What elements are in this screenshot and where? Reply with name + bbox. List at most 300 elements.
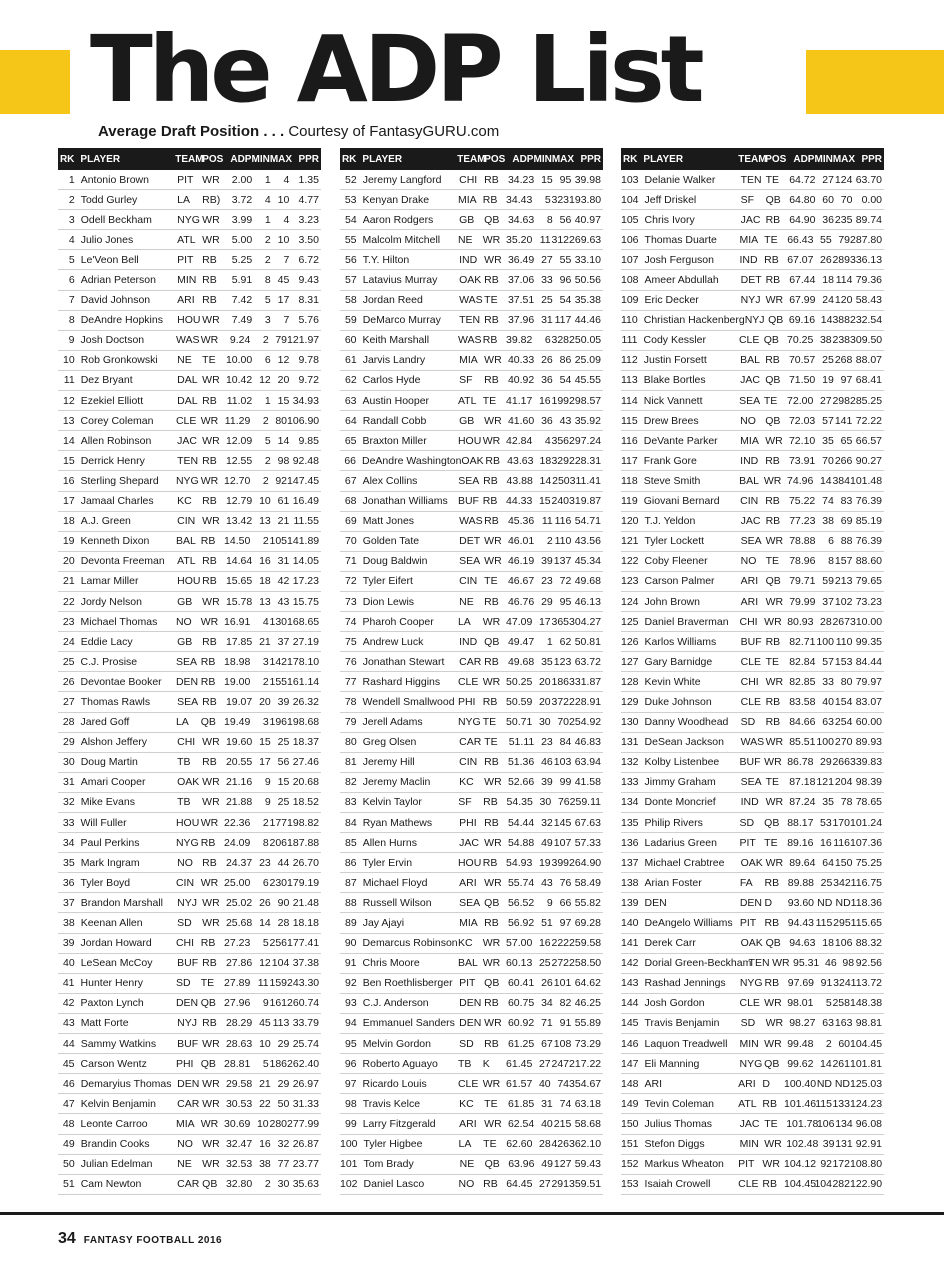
table-row — [340, 793, 603, 813]
min-cell: 14 — [820, 1057, 832, 1070]
table-row — [58, 733, 321, 753]
rank-cell: 36 — [62, 876, 75, 889]
rank-cell: 92 — [345, 977, 357, 990]
team-cell: DEN — [175, 675, 199, 688]
header-ppr: PPR — [580, 153, 601, 165]
table-row — [340, 853, 603, 873]
adp-cell: 72.03 — [788, 414, 816, 427]
player-cell: Donte Moncrief — [644, 796, 716, 809]
adp-cell: 27.23 — [224, 937, 251, 950]
rank-cell: 19 — [62, 535, 75, 548]
max-cell: 238 — [832, 334, 851, 347]
rank-cell: 23 — [62, 615, 75, 628]
max-cell: 98 — [277, 454, 290, 467]
player-cell: Jay Ajayi — [362, 917, 405, 930]
table-row — [340, 773, 603, 793]
rank-cell: 21 — [63, 575, 75, 588]
player-cell: Keith Marshall — [362, 334, 430, 347]
player-cell: Blake Bortles — [643, 374, 706, 387]
min-cell: 92 — [820, 1158, 832, 1171]
table-row — [340, 250, 603, 270]
min-cell: 11 — [541, 515, 553, 528]
adp-cell: 60.41 — [507, 977, 535, 990]
adp-cell: 87.18 — [789, 776, 816, 789]
min-cell: 2 — [264, 1178, 271, 1191]
rank-cell: 33 — [62, 816, 75, 829]
table-row — [621, 1054, 884, 1074]
min-cell: 9 — [264, 776, 271, 789]
adp-cell: 2.00 — [231, 173, 253, 186]
player-cell: Mike Evans — [80, 796, 135, 809]
player-cell: Michael Floyd — [362, 876, 428, 889]
ppr-cell: 331.87 — [569, 675, 602, 688]
rank-cell: 129 — [621, 695, 639, 708]
rank-cell: 101 — [340, 1158, 358, 1171]
min-cell: 8 — [262, 836, 269, 849]
ppr-cell: 55.82 — [574, 896, 601, 909]
player-cell: T.Y. Hilton — [362, 253, 410, 266]
max-cell: 177 — [269, 816, 288, 829]
player-cell: Lamar Miller — [80, 575, 139, 588]
team-cell: SEA — [175, 655, 197, 668]
min-cell: 59 — [822, 575, 834, 588]
table-row — [621, 773, 884, 793]
min-cell: 13 — [259, 515, 271, 528]
max-cell: 74 — [559, 1097, 572, 1110]
max-cell: 39 — [277, 695, 290, 708]
rank-cell: 91 — [344, 957, 357, 970]
rank-cell: 136 — [621, 836, 639, 849]
adp-cell: 72.00 — [787, 394, 814, 407]
position-cell: RB — [765, 695, 781, 708]
rank-cell: 84 — [345, 816, 357, 829]
team-cell: SF — [458, 796, 472, 809]
team-cell: NO — [177, 1138, 193, 1151]
position-cell: WR — [484, 776, 502, 789]
min-cell: 64 — [822, 856, 834, 869]
min-cell: 39 — [822, 1138, 835, 1151]
ppr-cell: 4.77 — [298, 193, 319, 206]
adp-cell: 12.09 — [225, 434, 253, 447]
min-cell: 57 — [822, 414, 834, 427]
team-cell: GB — [177, 635, 193, 648]
player-cell: Josh Doctson — [80, 334, 145, 347]
min-cell: 18 — [822, 274, 834, 287]
position-cell: WR — [200, 334, 219, 347]
player-cell: Ricardo Louis — [362, 1077, 427, 1090]
max-cell: 328 — [551, 334, 570, 347]
position-cell: WR — [484, 253, 502, 266]
adp-cell: 84.66 — [789, 716, 816, 729]
max-cell: 108 — [553, 1037, 572, 1050]
max-cell: 84 — [559, 736, 572, 749]
max-cell: 196 — [269, 716, 288, 729]
table-row — [621, 291, 884, 311]
rank-cell: 89 — [345, 917, 357, 930]
adp-cell: 101.78 — [786, 1117, 819, 1130]
min-cell: 16 — [259, 1138, 271, 1151]
position-cell: RB — [765, 716, 781, 729]
ppr-cell: 121.97 — [287, 334, 320, 347]
position-cell: RB — [484, 374, 499, 387]
ppr-cell: 26.87 — [292, 1138, 319, 1151]
team-cell: CLE — [457, 675, 479, 688]
table-row — [340, 1074, 603, 1094]
table-row — [340, 371, 603, 391]
rank-cell: 128 — [621, 675, 639, 688]
team-cell: WAS — [740, 736, 765, 749]
min-cell: 29 — [820, 756, 832, 769]
player-cell: Christian Hackenberg — [643, 314, 745, 327]
min-cell: 9 — [264, 796, 271, 809]
position-cell: TE — [764, 233, 778, 246]
min-cell: 5 — [262, 937, 269, 950]
max-cell: 267 — [832, 615, 850, 628]
table-row — [621, 793, 884, 813]
ppr-cell: 104.45 — [850, 1037, 883, 1050]
rank-cell: 12 — [63, 394, 75, 407]
player-cell: Will Fuller — [80, 816, 127, 829]
table-row — [340, 532, 603, 552]
player-cell: Steve Smith — [643, 474, 701, 487]
adp-cell: 83.58 — [789, 695, 816, 708]
rank-cell: 51 — [63, 1178, 75, 1191]
player-cell: Braxton Miller — [362, 434, 427, 447]
player-cell: Kevin White — [644, 675, 701, 688]
position-cell: RB — [764, 253, 779, 266]
adp-cell: 56.92 — [507, 917, 535, 930]
position-cell: RB — [202, 253, 217, 266]
position-cell: QB — [484, 213, 500, 226]
max-cell: 80 — [840, 675, 853, 688]
rank-cell: 116 — [621, 434, 638, 447]
max-cell: 70 — [840, 193, 853, 206]
adp-cell: 10.00 — [225, 354, 253, 367]
min-cell: 5 — [825, 997, 832, 1010]
player-cell: Jeremy Maclin — [362, 776, 431, 789]
player-cell: T.J. Yeldon — [644, 515, 696, 528]
player-cell: Jonathan Williams — [362, 495, 448, 508]
rank-cell: 39 — [62, 937, 75, 950]
min-cell: 43 — [541, 876, 553, 889]
position-cell: RB — [764, 977, 780, 990]
min-cell: 38 — [819, 334, 832, 347]
player-cell: Odell Beckham — [80, 213, 152, 226]
rank-cell: 114 — [621, 394, 638, 407]
position-cell: WR — [202, 736, 220, 749]
position-cell: RB — [484, 1037, 499, 1050]
player-cell: Kolby Listenbee — [644, 756, 720, 769]
table-row — [621, 1094, 884, 1114]
rank-cell: 24 — [63, 635, 75, 648]
max-cell: 92 — [275, 474, 288, 487]
table-row — [340, 713, 603, 733]
position-cell: QB — [484, 977, 500, 990]
position-cell: WR — [200, 876, 219, 889]
ppr-cell: 161.14 — [287, 675, 320, 688]
max-cell: 79 — [275, 334, 288, 347]
rank-cell: 78 — [344, 695, 357, 708]
min-cell: 2 — [262, 816, 269, 829]
max-cell: 97 — [840, 374, 853, 387]
rank-cell: 2 — [68, 193, 75, 206]
min-cell: 21 — [259, 1077, 271, 1090]
player-cell: Corey Coleman — [80, 414, 154, 427]
position-cell: WR — [764, 1037, 782, 1050]
position-cell: TE — [765, 555, 779, 568]
table-row — [340, 1155, 603, 1175]
ppr-cell: 63.18 — [574, 1097, 601, 1110]
position-cell: RB — [482, 695, 498, 708]
ppr-cell: 73.23 — [855, 595, 882, 608]
position-cell: RB — [765, 635, 781, 648]
table-body — [621, 170, 884, 1195]
team-cell: CIN — [175, 876, 195, 889]
position-cell: RB — [202, 454, 217, 467]
position-cell: QB — [484, 896, 500, 909]
ppr-cell: 58.68 — [574, 1117, 601, 1130]
adp-cell: 27.89 — [224, 977, 251, 990]
team-cell: PIT — [459, 977, 476, 990]
adp-cell: 82.84 — [789, 655, 816, 668]
team-cell: TB — [177, 796, 191, 809]
team-cell: MIA — [459, 917, 478, 930]
adp-cell: 3.72 — [231, 193, 253, 206]
table-row — [340, 331, 603, 351]
rank-cell: 82 — [345, 776, 357, 789]
team-cell: ARI — [740, 575, 759, 588]
position-cell: QB — [763, 334, 779, 347]
min-cell: 25 — [822, 354, 834, 367]
rank-cell: 9 — [68, 334, 75, 347]
adp-column-2 — [340, 148, 603, 1195]
min-cell: 8 — [828, 555, 834, 568]
table-row — [58, 612, 321, 632]
min-cell: 27 — [822, 173, 834, 186]
player-cell: Eli Manning — [644, 1057, 700, 1070]
rank-cell: 8 — [68, 314, 75, 327]
min-cell: 2 — [264, 233, 271, 246]
team-cell: DAL — [177, 374, 198, 387]
rank-cell: 140 — [621, 917, 639, 930]
player-cell: Matt Forte — [80, 1017, 129, 1030]
adp-cell: 37.51 — [507, 294, 535, 307]
team-cell: NYG — [457, 716, 481, 729]
player-cell: Alshon Jeffery — [80, 736, 148, 749]
table-row — [58, 250, 321, 270]
ppr-cell: 88.07 — [855, 354, 883, 367]
adp-cell: 74.96 — [787, 474, 814, 487]
ppr-cell: 39.98 — [574, 173, 601, 186]
rank-cell: 125 — [621, 615, 639, 628]
rank-cell: 104 — [621, 193, 639, 206]
min-cell: 17 — [259, 756, 271, 769]
team-cell: NYJ — [744, 314, 765, 327]
table-row — [621, 893, 884, 913]
max-cell: 101 — [553, 977, 572, 990]
player-cell: LeSean McCoy — [80, 957, 153, 970]
min-cell: 4 — [544, 434, 551, 447]
team-cell: NYJ — [177, 1017, 197, 1030]
min-cell: 27 — [539, 1178, 551, 1191]
position-cell: RB — [762, 1097, 777, 1110]
ppr-cell: 16.49 — [292, 495, 319, 508]
max-cell: 215 — [553, 1117, 572, 1130]
player-cell: Randall Cobb — [362, 414, 427, 427]
rank-cell: 139 — [621, 896, 639, 909]
adp-cell: 61.25 — [507, 1037, 535, 1050]
max-cell: 56 — [277, 756, 290, 769]
min-cell: 36 — [541, 374, 553, 387]
max-cell: 240 — [551, 495, 570, 508]
team-cell: ARI — [738, 1077, 756, 1090]
max-cell: 91 — [559, 1017, 572, 1030]
position-cell: RB — [483, 474, 498, 487]
adp-cell: 72.10 — [788, 434, 816, 447]
team-cell: HOU — [177, 314, 201, 327]
max-cell: 56 — [559, 213, 572, 226]
player-cell: Eric Decker — [644, 294, 699, 307]
adp-cell: 12.79 — [225, 495, 253, 508]
position-cell: WR — [482, 1077, 501, 1090]
adp-cell: 37.06 — [507, 274, 535, 287]
table-row — [340, 934, 603, 954]
team-cell: JAC — [177, 434, 197, 447]
max-cell: 157 — [834, 555, 853, 568]
position-cell: RB — [482, 856, 498, 869]
max-cell: 153 — [834, 655, 853, 668]
table-row — [340, 1014, 603, 1034]
max-cell: 213 — [834, 575, 853, 588]
player-cell: Melvin Gordon — [362, 1037, 431, 1050]
position-cell: WR — [200, 414, 219, 427]
table-row — [340, 411, 603, 431]
position-cell: WR — [202, 434, 220, 447]
ppr-cell: 99.35 — [855, 635, 882, 648]
rank-cell: 112 — [621, 354, 638, 367]
player-cell: Drew Brees — [643, 414, 699, 427]
max-cell: 25 — [277, 796, 290, 809]
min-cell: 3 — [262, 716, 269, 729]
adp-cell: 94.43 — [787, 917, 815, 930]
max-cell: 30 — [277, 1178, 290, 1191]
table-row — [58, 592, 321, 612]
max-cell: 70 — [557, 716, 570, 729]
position-cell: WR — [200, 816, 219, 829]
team-cell: NO — [458, 1178, 475, 1191]
max-cell: 110 — [835, 635, 853, 648]
team-cell: SD — [175, 977, 191, 990]
max-cell: ND — [835, 896, 851, 909]
player-cell: Larry Fitzgerald — [362, 1117, 436, 1130]
team-cell: GB — [459, 213, 475, 226]
max-cell: 235 — [834, 213, 853, 226]
player-cell: Ameer Abdullah — [644, 274, 719, 287]
team-cell: CLE — [740, 695, 762, 708]
ppr-cell: 250.05 — [569, 334, 602, 347]
table-row — [340, 913, 603, 933]
player-cell: Emmanuel Sanders — [362, 1017, 455, 1030]
table-row — [58, 1135, 321, 1155]
ppr-cell: 31.33 — [292, 1097, 319, 1110]
table-row — [58, 1114, 321, 1134]
ppr-cell: 336.13 — [850, 253, 883, 266]
table-body — [58, 170, 321, 1195]
min-cell: 26 — [259, 896, 271, 909]
rank-cell: 108 — [621, 274, 639, 287]
min-cell: 17 — [538, 615, 551, 628]
min-cell: 23 — [541, 736, 553, 749]
position-cell: RB — [765, 274, 781, 287]
max-cell: 159 — [269, 977, 288, 990]
adp-cell: 10.42 — [225, 374, 253, 387]
adp-cell: 34.23 — [507, 173, 535, 186]
max-cell: 266 — [834, 454, 853, 467]
rank-cell: 142 — [621, 957, 639, 970]
rank-cell: 26 — [62, 675, 75, 688]
rank-cell: 25 — [62, 655, 75, 668]
team-cell: JAC — [739, 1117, 760, 1130]
max-cell: 28 — [277, 917, 290, 930]
adp-cell: 24.37 — [225, 856, 253, 869]
player-cell: DeSean Jackson — [644, 736, 724, 749]
table-row — [58, 632, 321, 652]
team-cell: ARI — [740, 595, 759, 608]
table-row — [340, 672, 603, 692]
adp-cell: 50.71 — [506, 716, 533, 729]
ppr-cell: 92.48 — [292, 454, 319, 467]
adp-cell: 14.64 — [225, 555, 253, 568]
max-cell: 10 — [277, 193, 290, 206]
team-cell: DEN — [459, 997, 482, 1010]
player-cell: Jamaal Charles — [80, 495, 154, 508]
min-cell: 1 — [264, 394, 271, 407]
table-row — [621, 692, 884, 712]
adp-cell: 25.68 — [225, 917, 253, 930]
min-cell: 2 — [262, 535, 269, 548]
ppr-cell: 6.72 — [298, 253, 319, 266]
rank-cell: 4 — [68, 233, 75, 246]
max-cell: 356 — [551, 434, 570, 447]
position-cell: RB — [484, 655, 499, 668]
table-row — [340, 692, 603, 712]
position-cell: WR — [765, 856, 784, 869]
position-cell: WR — [202, 314, 220, 327]
ppr-cell: 9.78 — [298, 354, 319, 367]
ppr-cell: 287.80 — [850, 233, 883, 246]
ppr-cell: 9.72 — [298, 374, 319, 387]
max-cell: 131 — [835, 1138, 853, 1151]
adp-cell: 85.51 — [789, 736, 816, 749]
player-cell: Austin Hooper — [362, 394, 430, 407]
table-row — [621, 411, 884, 431]
player-cell: Ezekiel Elliott — [80, 394, 144, 407]
team-cell: MIN — [739, 1037, 759, 1050]
subtitle-bold: Average Draft Position . . . — [98, 123, 285, 140]
adp-cell: 99.62 — [787, 1057, 814, 1070]
ppr-cell: 25.74 — [292, 1037, 319, 1050]
max-cell: 107 — [553, 836, 572, 849]
adp-cell: 5.00 — [231, 233, 253, 246]
min-cell: 15 — [259, 736, 271, 749]
position-cell: WR — [484, 1117, 502, 1130]
min-cell: 115 — [815, 1097, 832, 1110]
adp-cell: 77.23 — [789, 515, 816, 528]
player-cell: Pharoh Cooper — [362, 615, 434, 628]
rank-cell: 64 — [345, 414, 357, 427]
table-row — [340, 652, 603, 672]
max-cell: 65 — [840, 434, 853, 447]
